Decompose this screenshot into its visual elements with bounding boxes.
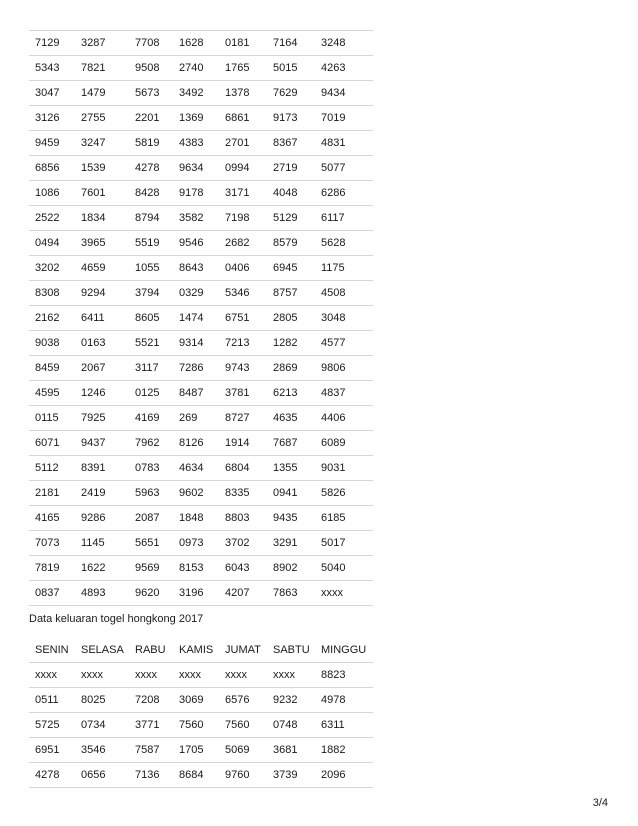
table-cell: 6861 [219, 106, 267, 131]
table-cell: 6213 [267, 381, 315, 406]
table-cell: 4837 [315, 381, 373, 406]
table-cell: 3582 [173, 206, 219, 231]
table-row [29, 306, 373, 331]
table-cell: xxxx [267, 663, 315, 688]
table-cell: 7821 [75, 56, 129, 81]
table-cell: 4634 [173, 456, 219, 481]
table-cell: 5346 [219, 281, 267, 306]
table-cell: 5015 [267, 56, 315, 81]
table-cell: 9634 [173, 156, 219, 181]
table-cell: 8643 [173, 256, 219, 281]
table-cell: 3287 [75, 31, 129, 56]
table-cell: 3492 [173, 81, 219, 106]
table-cell: 8803 [219, 506, 267, 531]
table-cell: 6311 [315, 713, 373, 738]
table-cell: 4169 [129, 406, 173, 431]
table-cell: 9743 [219, 356, 267, 381]
table-cell: 2522 [29, 206, 75, 231]
table-cell: 7198 [219, 206, 267, 231]
table-row [29, 506, 373, 531]
table-cell: 1378 [219, 81, 267, 106]
table-cell: 7587 [129, 738, 173, 763]
page-number: 3/4 [592, 797, 608, 809]
column-header: RABU [129, 638, 173, 663]
table-row [29, 713, 373, 738]
table-cell: 4263 [315, 56, 373, 81]
table-cell: 3069 [173, 688, 219, 713]
table-cell: 2701 [219, 131, 267, 156]
table-cell: 3171 [219, 181, 267, 206]
table-cell: 4165 [29, 506, 75, 531]
table-cell: 7687 [267, 431, 315, 456]
table-cell: 7708 [129, 31, 173, 56]
table-row [29, 256, 373, 281]
table-row [29, 156, 373, 181]
table-cell: 0656 [75, 763, 129, 788]
table-cell: 3247 [75, 131, 129, 156]
table-cell: 5069 [219, 738, 267, 763]
table-cell: xxxx [75, 663, 129, 688]
table-cell: 8428 [129, 181, 173, 206]
table-cell: 1479 [75, 81, 129, 106]
table-cell: 5819 [129, 131, 173, 156]
table-cell: 9508 [129, 56, 173, 81]
table-row [29, 331, 373, 356]
table-cell: 5651 [129, 531, 173, 556]
table-cell: 0783 [129, 456, 173, 481]
table-cell: 5725 [29, 713, 75, 738]
table-cell: 9435 [267, 506, 315, 531]
table-row [29, 381, 373, 406]
table-row [29, 581, 373, 606]
table-cell: 5017 [315, 531, 373, 556]
table-cell: 6071 [29, 431, 75, 456]
table-cell: 1369 [173, 106, 219, 131]
table-cell: 5519 [129, 231, 173, 256]
table-cell: 6043 [219, 556, 267, 581]
table-cell: 7164 [267, 31, 315, 56]
table-cell: 5826 [315, 481, 373, 506]
table-cell: 1355 [267, 456, 315, 481]
table-cell: 1765 [219, 56, 267, 81]
table-row [29, 31, 373, 56]
table-cell: 3126 [29, 106, 75, 131]
table-cell: 9569 [129, 556, 173, 581]
table-cell: 8459 [29, 356, 75, 381]
table-cell: 8335 [219, 481, 267, 506]
table-cell: 0994 [219, 156, 267, 181]
table-cell: 4893 [75, 581, 129, 606]
table-cell: 0941 [267, 481, 315, 506]
table-cell: 9546 [173, 231, 219, 256]
table-cell: 9434 [315, 81, 373, 106]
table-row [29, 106, 373, 131]
table-cell: 8684 [173, 763, 219, 788]
table-cell: 5077 [315, 156, 373, 181]
table-cell: 4978 [315, 688, 373, 713]
table-cell: 6856 [29, 156, 75, 181]
table-cell: 2719 [267, 156, 315, 181]
table-cell: 3248 [315, 31, 373, 56]
table-cell: 4048 [267, 181, 315, 206]
table-cell: 4207 [219, 581, 267, 606]
results-table-continued [29, 30, 373, 606]
table-cell: 6286 [315, 181, 373, 206]
table-cell: 9806 [315, 356, 373, 381]
table-row [29, 81, 373, 106]
table-cell: 3794 [129, 281, 173, 306]
table-cell: 9232 [267, 688, 315, 713]
table-row [29, 688, 373, 713]
table-cell: 7286 [173, 356, 219, 381]
table-row [29, 663, 373, 688]
column-header: JUMAT [219, 638, 267, 663]
table-cell: 8794 [129, 206, 173, 231]
table-cell: 3117 [129, 356, 173, 381]
table-cell: 5040 [315, 556, 373, 581]
table-cell: 5673 [129, 81, 173, 106]
table-cell: 8902 [267, 556, 315, 581]
table-row [29, 431, 373, 456]
table-cell: 3771 [129, 713, 173, 738]
table-cell: 1175 [315, 256, 373, 281]
table-cell: 7601 [75, 181, 129, 206]
column-header: SELASA [75, 638, 129, 663]
table-cell: 3965 [75, 231, 129, 256]
table-cell: 7819 [29, 556, 75, 581]
table-row [29, 738, 373, 763]
table-cell: 3681 [267, 738, 315, 763]
table-cell: 8367 [267, 131, 315, 156]
table-cell: 3291 [267, 531, 315, 556]
table-cell: 5129 [267, 206, 315, 231]
table-cell: 9760 [219, 763, 267, 788]
table-cell: 6751 [219, 306, 267, 331]
table-cell: 2755 [75, 106, 129, 131]
table-cell: 0125 [129, 381, 173, 406]
table-cell: 4406 [315, 406, 373, 431]
table-cell: xxxx [129, 663, 173, 688]
table-cell: 2162 [29, 306, 75, 331]
table-cell: 3048 [315, 306, 373, 331]
table-cell: 0734 [75, 713, 129, 738]
table-cell: 2181 [29, 481, 75, 506]
table-cell: 8823 [315, 663, 373, 688]
column-header: SABTU [267, 638, 315, 663]
table-cell: 8487 [173, 381, 219, 406]
table-cell: 8153 [173, 556, 219, 581]
table-cell: 6185 [315, 506, 373, 531]
table-cell: 2869 [267, 356, 315, 381]
table-row [29, 531, 373, 556]
table-cell: 0406 [219, 256, 267, 281]
table-cell: 1848 [173, 506, 219, 531]
table-cell: 1474 [173, 306, 219, 331]
table-cell: 1834 [75, 206, 129, 231]
results-table-2017 [29, 638, 373, 788]
table-cell: 3196 [173, 581, 219, 606]
column-header: MINGGU [315, 638, 373, 663]
table-cell: 6089 [315, 431, 373, 456]
table-row [29, 181, 373, 206]
table-cell: 9437 [75, 431, 129, 456]
table-header-row [29, 638, 373, 663]
table-cell: 4278 [29, 763, 75, 788]
table-row [29, 231, 373, 256]
table-cell: 6951 [29, 738, 75, 763]
table-cell: 1622 [75, 556, 129, 581]
table-cell: 1055 [129, 256, 173, 281]
table-cell: 7629 [267, 81, 315, 106]
table-cell: 7560 [219, 713, 267, 738]
table-cell: xxxx [315, 581, 373, 606]
table-cell: 4831 [315, 131, 373, 156]
table-cell: 4595 [29, 381, 75, 406]
table-row [29, 281, 373, 306]
table-row [29, 356, 373, 381]
table-cell: 2419 [75, 481, 129, 506]
table-cell: 3202 [29, 256, 75, 281]
table-cell: 6411 [75, 306, 129, 331]
table-cell: 5963 [129, 481, 173, 506]
table-cell: 3702 [219, 531, 267, 556]
table-cell: 4383 [173, 131, 219, 156]
table-cell: xxxx [173, 663, 219, 688]
table-cell: 2087 [129, 506, 173, 531]
table-cell: 7073 [29, 531, 75, 556]
table-cell: 1145 [75, 531, 129, 556]
table-cell: 0494 [29, 231, 75, 256]
table-row [29, 481, 373, 506]
table-cell: 1882 [315, 738, 373, 763]
table-cell: 0163 [75, 331, 129, 356]
table-cell: 5112 [29, 456, 75, 481]
table-cell: 2682 [219, 231, 267, 256]
table-cell: 2805 [267, 306, 315, 331]
table-cell: 8391 [75, 456, 129, 481]
table-cell: 6804 [219, 456, 267, 481]
table-cell: 4635 [267, 406, 315, 431]
table-row [29, 206, 373, 231]
table-cell: 9602 [173, 481, 219, 506]
table-cell: 3047 [29, 81, 75, 106]
table-cell: 7962 [129, 431, 173, 456]
table-cell: 3781 [219, 381, 267, 406]
table-cell: 7863 [267, 581, 315, 606]
table-cell: 8605 [129, 306, 173, 331]
table-cell: 8308 [29, 281, 75, 306]
table-cell: 9459 [29, 131, 75, 156]
table-cell: 0511 [29, 688, 75, 713]
table-cell: 7213 [219, 331, 267, 356]
table-cell: 1539 [75, 156, 129, 181]
table-cell: 2201 [129, 106, 173, 131]
table-cell: 9178 [173, 181, 219, 206]
table-cell: 9294 [75, 281, 129, 306]
table-row [29, 763, 373, 788]
table-row [29, 556, 373, 581]
table-cell: 7208 [129, 688, 173, 713]
table-cell: 7019 [315, 106, 373, 131]
table-cell: 269 [173, 406, 219, 431]
table-cell: 6945 [267, 256, 315, 281]
table-cell: 9038 [29, 331, 75, 356]
table-row [29, 456, 373, 481]
table-cell: 2740 [173, 56, 219, 81]
table-cell: 4508 [315, 281, 373, 306]
table-cell: 4577 [315, 331, 373, 356]
table-cell: 0115 [29, 406, 75, 431]
column-header: KAMIS [173, 638, 219, 663]
table-cell: 8579 [267, 231, 315, 256]
table-row [29, 406, 373, 431]
table-cell: 9286 [75, 506, 129, 531]
table-cell: 5628 [315, 231, 373, 256]
table-cell: 2096 [315, 763, 373, 788]
table-cell: xxxx [29, 663, 75, 688]
table-cell: 5343 [29, 56, 75, 81]
table-cell: 4659 [75, 256, 129, 281]
table-cell: 9620 [129, 581, 173, 606]
table-cell: 4278 [129, 156, 173, 181]
table-cell: 0837 [29, 581, 75, 606]
table-cell: 0748 [267, 713, 315, 738]
table-cell: 6576 [219, 688, 267, 713]
table-cell: 6117 [315, 206, 373, 231]
table-cell: 8727 [219, 406, 267, 431]
table-cell: 9314 [173, 331, 219, 356]
table-cell: 0181 [219, 31, 267, 56]
table-cell: 1246 [75, 381, 129, 406]
table-cell: 7925 [75, 406, 129, 431]
column-header: SENIN [29, 638, 75, 663]
table-row [29, 131, 373, 156]
table-row [29, 56, 373, 81]
table-caption: Data keluaran togel hongkong 2017 [29, 613, 204, 625]
table-cell: 8757 [267, 281, 315, 306]
table-cell: 9031 [315, 456, 373, 481]
table-cell: 7560 [173, 713, 219, 738]
table-cell: 0329 [173, 281, 219, 306]
table-cell: 3739 [267, 763, 315, 788]
table-cell: 8025 [75, 688, 129, 713]
table-cell: 5521 [129, 331, 173, 356]
table-cell: 7136 [129, 763, 173, 788]
table-cell: 3546 [75, 738, 129, 763]
table-cell: 7129 [29, 31, 75, 56]
table-cell: 1086 [29, 181, 75, 206]
table-cell: 0973 [173, 531, 219, 556]
table-cell: 1705 [173, 738, 219, 763]
table-cell: xxxx [219, 663, 267, 688]
table-cell: 2067 [75, 356, 129, 381]
table-cell: 1628 [173, 31, 219, 56]
table-cell: 9173 [267, 106, 315, 131]
table-cell: 8126 [173, 431, 219, 456]
table-cell: 1282 [267, 331, 315, 356]
table-cell: 1914 [219, 431, 267, 456]
